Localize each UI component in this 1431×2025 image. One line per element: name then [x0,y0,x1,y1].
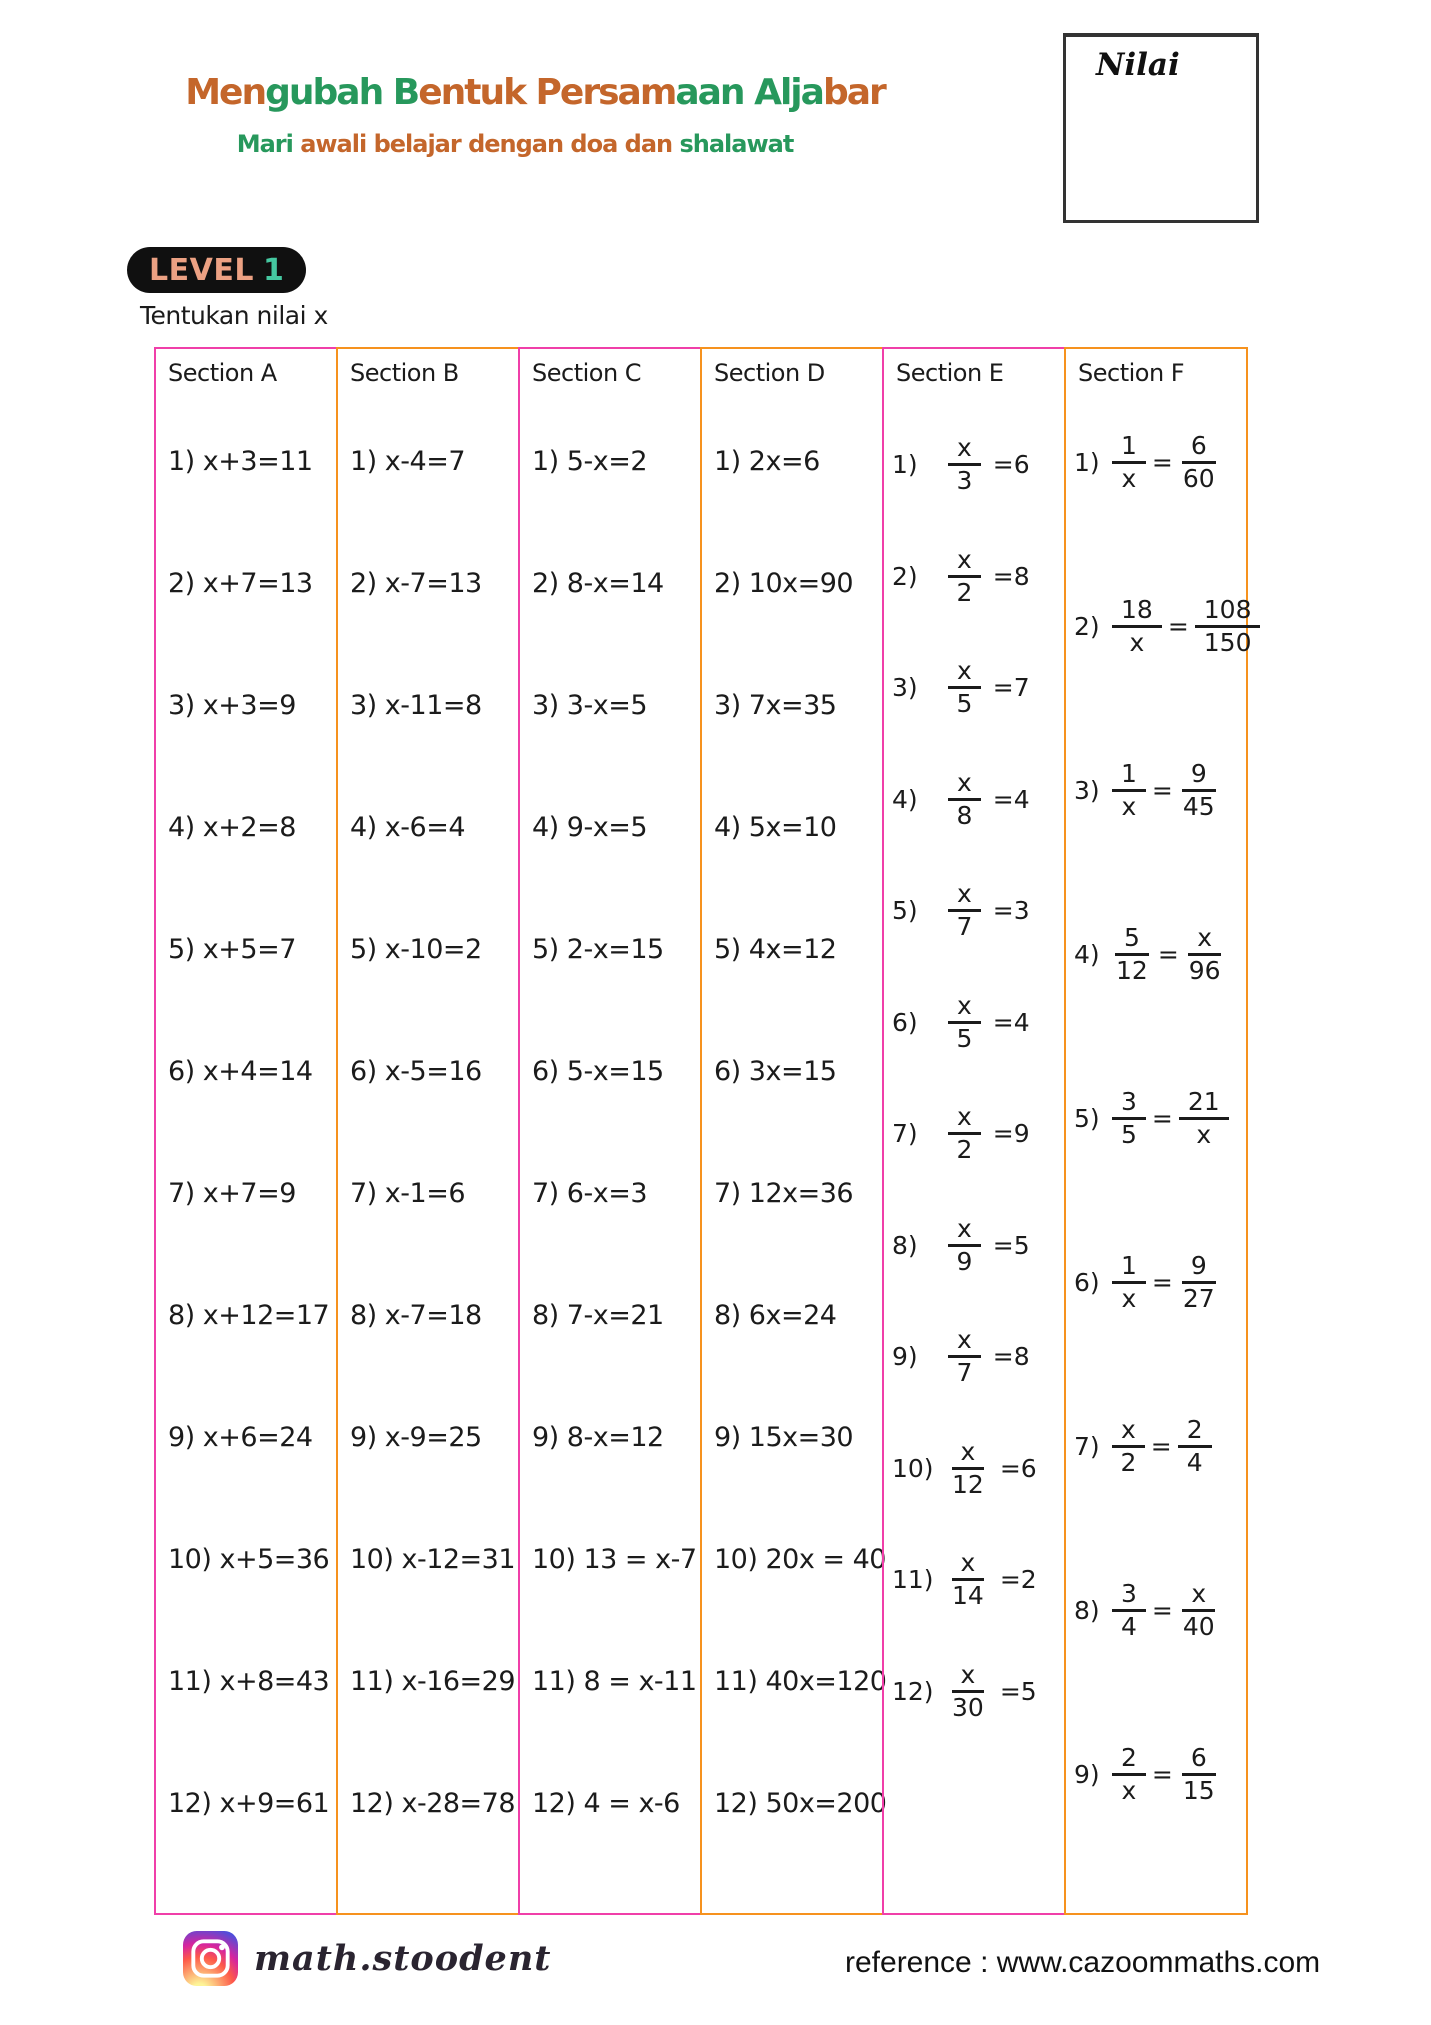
fraction-numerator: 6 [1182,432,1216,464]
equation-item: 7) x+7=9 [168,1178,296,1209]
equation-item: 5) x+5=7 [168,934,296,965]
fraction-denominator: 9 [956,1246,973,1276]
equation-rhs: =3 [992,896,1030,925]
fraction-denominator: 2 [956,1135,973,1164]
title-span: bar [822,72,885,113]
fraction-numerator: x [948,992,981,1024]
item-number: 8) [1074,1596,1100,1625]
equation-item: 12) x-28=78 [350,1788,516,1819]
subtitle-span: belajar [373,130,469,158]
fraction [948,1103,981,1164]
equation-item: 7) 6-x=3 [532,1178,647,1209]
equation-item [1074,924,1225,985]
equation-item: 12) 4 = x-6 [532,1788,680,1819]
fraction [948,1326,981,1387]
equals-sign: = [1157,940,1179,969]
fraction-denominator: 5 [956,1023,973,1053]
equals-sign: = [1167,612,1189,641]
equation-item: 5) 4x=12 [714,934,837,965]
equation-rhs: =4 [992,1007,1030,1037]
fraction-denominator: 12 [952,1469,984,1499]
fraction-denominator: 27 [1182,1284,1215,1313]
equation-item [892,1215,1030,1276]
fraction-denominator: 4 [1186,1448,1203,1477]
fraction-numerator: x [948,1103,981,1135]
fraction-denominator: 7 [956,912,973,941]
fraction [948,769,981,830]
equation-item: 11) x-16=29 [350,1666,516,1697]
equation-item: 12) 50x=200 [714,1788,887,1819]
fraction [1112,1416,1145,1477]
section-column-b [336,347,520,1915]
equation-item: 3) 7x=35 [714,690,837,721]
reference-text: reference : www.cazoommaths.com [845,1946,1321,1979]
item-number: 8) [892,1230,918,1260]
fraction [948,434,981,495]
equation-item: 5) x-10=2 [350,934,482,965]
equation-rhs: =4 [992,784,1030,814]
subtitle-span: awali [300,130,374,158]
fraction [1112,1088,1146,1149]
equation-item: 8) 7-x=21 [532,1300,664,1331]
fraction-denominator: 30 [952,1692,984,1722]
title-span: aan [675,72,755,113]
instruction-text: Tentukan nilai x [140,301,328,330]
fraction-denominator: x [1121,1284,1137,1313]
fraction-denominator: 40 [1182,1612,1215,1641]
fraction [1112,1580,1146,1641]
equation-rhs: =5 [992,1230,1030,1260]
fraction-numerator: 21 [1179,1088,1229,1120]
equation-item: 7) 12x=36 [714,1178,854,1209]
fraction [948,1215,981,1276]
fraction-numerator: 3 [1112,1088,1146,1120]
section-header: Section B [350,359,459,387]
fraction-denominator: 2 [956,577,973,607]
title-span: B [392,72,419,113]
equation-item: 1) 2x=6 [714,446,820,477]
equation-item: 4) x-6=4 [350,812,465,843]
equation-item: 8) x-7=18 [350,1300,482,1331]
fraction [1185,924,1225,985]
fraction-numerator: 108 [1195,596,1261,628]
fraction-numerator: 3 [1112,1580,1146,1612]
equation-item: 7) x-1=6 [350,1178,465,1209]
item-number: 7) [892,1119,918,1148]
item-number: 9) [892,1342,918,1371]
fraction-denominator: x [1121,464,1137,493]
fraction-denominator: 60 [1182,464,1215,493]
equation-item: 11) x+8=43 [168,1666,330,1697]
equation-item: 9) x-9=25 [350,1422,482,1453]
equation-item [892,992,1030,1053]
instagram-handle: math.stoodent [254,1938,552,1979]
item-number: 4) [1074,940,1100,969]
fraction [948,546,981,607]
fraction-numerator: x [948,657,981,689]
fraction-numerator: x [948,546,981,578]
fraction-numerator: x [952,1661,985,1693]
equation-item [892,546,1030,607]
equation-item: 3) 3-x=5 [532,690,647,721]
fraction-numerator: 5 [1115,924,1149,956]
fraction-numerator: x [1188,924,1221,956]
equation-item: 4) 9-x=5 [532,812,647,843]
fraction-denominator: x [1121,792,1137,821]
equation-item [892,1661,1037,1722]
fraction-denominator: 5 [1121,1120,1137,1149]
section-column-a [154,347,338,1915]
subtitle-span: dan [624,130,680,158]
item-number: 6) [1074,1268,1100,1297]
fraction-numerator: 1 [1112,760,1146,792]
worksheet-table [154,347,1262,1915]
item-number: 2) [892,561,918,591]
fraction-denominator: 3 [956,466,973,495]
item-number: 2) [1074,612,1100,641]
equation-item [1074,432,1219,493]
worksheet-subtitle [0,130,1030,158]
equation-item [1074,760,1219,821]
fraction-numerator: x [1182,1580,1215,1612]
fraction-numerator: x [948,880,981,912]
equation-item [892,1438,1037,1499]
equation-item: 1) x-4=7 [350,446,465,477]
fraction-denominator: x [1196,1120,1212,1149]
equation-item: 2) x+7=13 [168,568,313,599]
fraction-denominator: 8 [956,800,973,830]
fraction-numerator: x [1112,1416,1145,1448]
equation-item: 8) 6x=24 [714,1300,837,1331]
equation-item: 4) 5x=10 [714,812,837,843]
equation-item: 10) x-12=31 [350,1544,516,1575]
equation-item: 12) x+9=61 [168,1788,330,1819]
fraction-numerator: x [952,1438,985,1470]
equation-item [1074,1088,1229,1149]
equation-item: 11) 40x=120 [714,1666,887,1697]
section-column-d [700,347,887,1915]
equation-item [892,769,1030,830]
subtitle-span: Mari [236,130,301,158]
fraction-numerator: x [952,1549,985,1581]
equation-item: 5) 2-x=15 [532,934,664,965]
subtitle-span: doa [570,130,625,158]
section-column-f [1064,347,1252,1915]
fraction-denominator: 7 [956,1358,973,1387]
equation-item: 2) x-7=13 [350,568,482,599]
fraction-numerator: 1 [1112,1252,1146,1284]
fraction-denominator: 15 [1182,1776,1215,1805]
fraction [1112,1252,1146,1313]
fraction-denominator: 96 [1188,956,1221,985]
fraction-denominator: 5 [956,689,973,718]
equation-item: 1) 5-x=2 [532,446,647,477]
fraction-numerator: 1 [1112,432,1146,464]
section-column-e [882,347,1066,1915]
worksheet-title [0,72,1070,113]
equation-item: 11) 8 = x-11 [532,1666,697,1697]
equation-item [892,880,1030,941]
fraction-denominator: 45 [1182,792,1215,821]
item-number: 7) [1074,1432,1100,1461]
level-badge-number: 1 [262,252,284,288]
title-span: entuk [418,72,536,113]
fraction-denominator: 2 [1120,1448,1137,1477]
fraction [948,880,981,941]
section-header: Section A [168,359,277,387]
equation-item: 9) x+6=24 [168,1422,313,1453]
item-number: 3) [892,673,918,702]
equals-sign: = [1151,448,1173,477]
subtitle-span: shalawat [679,130,794,158]
fraction [948,1661,988,1722]
equation-item: 6) 3x=15 [714,1056,837,1087]
equation-item [892,657,1030,718]
equation-item: 10) 20x = 40 [714,1544,886,1575]
subtitle-span: dengan [468,130,571,158]
footer-credit [183,1931,551,1986]
equation-item: 1) x+3=11 [168,446,313,477]
equals-sign: = [1151,1104,1173,1133]
equation-item: 4) x+2=8 [168,812,296,843]
equation-item: 9) 8-x=12 [532,1422,664,1453]
equation-item: 9) 15x=30 [714,1422,854,1453]
section-header: Section F [1078,359,1185,387]
fraction-numerator: x [948,434,981,466]
fraction [1179,1252,1219,1313]
equation-item [892,434,1030,495]
equation-rhs: =7 [992,673,1030,702]
level-badge [127,247,306,293]
section-header: Section E [896,359,1004,387]
equation-rhs: =5 [999,1676,1037,1706]
fraction [948,992,981,1053]
equation-item [1074,1416,1212,1477]
fraction-numerator: x [948,1215,981,1247]
title-span: Men [185,72,266,113]
fraction [1179,1580,1219,1641]
fraction-numerator: 9 [1182,760,1216,792]
equation-item: 3) x+3=9 [168,690,296,721]
fraction [1112,924,1152,985]
title-span: gubah [265,72,393,113]
section-column-c [518,347,702,1915]
equals-sign: = [1150,1432,1172,1461]
fraction-denominator: x [1121,1776,1137,1805]
title-span: Alja [754,72,823,113]
fraction [948,1549,988,1610]
fraction [1195,596,1261,657]
section-header: Section D [714,359,825,387]
score-box-label: Nilai [1096,47,1180,83]
fraction [1178,1416,1212,1477]
item-number: 11) [892,1565,934,1594]
equation-rhs: =2 [999,1565,1037,1594]
equation-rhs: =8 [992,1342,1030,1371]
level-badge-text: LEVEL [149,252,254,288]
equation-item: 6) x-5=16 [350,1056,482,1087]
equals-sign: = [1151,776,1173,805]
fraction [1112,596,1162,657]
equation-item [892,1326,1030,1387]
fraction-denominator: 14 [952,1581,984,1610]
equation-item: 6) x+4=14 [168,1056,313,1087]
equals-sign: = [1151,1760,1173,1789]
item-number: 10) [892,1453,934,1483]
section-header: Section C [532,359,642,387]
fraction-denominator: 12 [1116,956,1148,985]
fraction-denominator: 4 [1121,1612,1137,1641]
instagram-icon [183,1931,238,1986]
equation-item: 2) 8-x=14 [532,568,664,599]
fraction-numerator: x [948,1326,981,1358]
item-number: 12) [892,1676,934,1706]
fraction [1112,1744,1146,1805]
equation-item: 3) x-11=8 [350,690,482,721]
equation-item: 10) 13 = x-7 [532,1544,697,1575]
equation-item [892,1549,1037,1610]
equation-rhs: =6 [992,450,1030,479]
score-box [1063,33,1259,223]
fraction [1179,1088,1229,1149]
fraction-denominator: 150 [1203,628,1252,657]
equation-item: 6) 5-x=15 [532,1056,664,1087]
fraction-numerator: 2 [1112,1744,1146,1776]
fraction-numerator: 18 [1112,596,1162,628]
fraction-denominator: x [1129,628,1145,657]
equation-item: 10) x+5=36 [168,1544,330,1575]
fraction [948,657,981,718]
item-number: 6) [892,1007,918,1037]
equation-item [1074,1580,1219,1641]
item-number: 9) [1074,1760,1100,1789]
item-number: 4) [892,784,918,814]
title-span: Persam [535,72,676,113]
fraction [1179,432,1219,493]
fraction [948,1438,988,1499]
equation-item [1074,1252,1219,1313]
equation-rhs: =9 [992,1119,1030,1148]
fraction-numerator: x [948,769,981,801]
fraction-numerator: 9 [1182,1252,1216,1284]
equation-item [892,1103,1030,1164]
equation-item: 8) x+12=17 [168,1300,330,1331]
equation-item: 2) 10x=90 [714,568,854,599]
equation-item [1074,1744,1219,1805]
item-number: 1) [892,450,918,479]
item-number: 3) [1074,776,1100,805]
equation-rhs: =8 [992,561,1030,591]
equation-rhs: =6 [999,1453,1037,1483]
fraction [1179,760,1219,821]
fraction-numerator: 6 [1182,1744,1216,1776]
fraction [1112,432,1146,493]
fraction [1179,1744,1219,1805]
item-number: 5) [892,896,918,925]
item-number: 5) [1074,1104,1100,1133]
fraction-numerator: 2 [1178,1416,1212,1448]
item-number: 1) [1074,448,1100,477]
equals-sign: = [1151,1596,1173,1625]
equals-sign: = [1151,1268,1173,1297]
fraction [1112,760,1146,821]
equation-item [1074,596,1260,657]
